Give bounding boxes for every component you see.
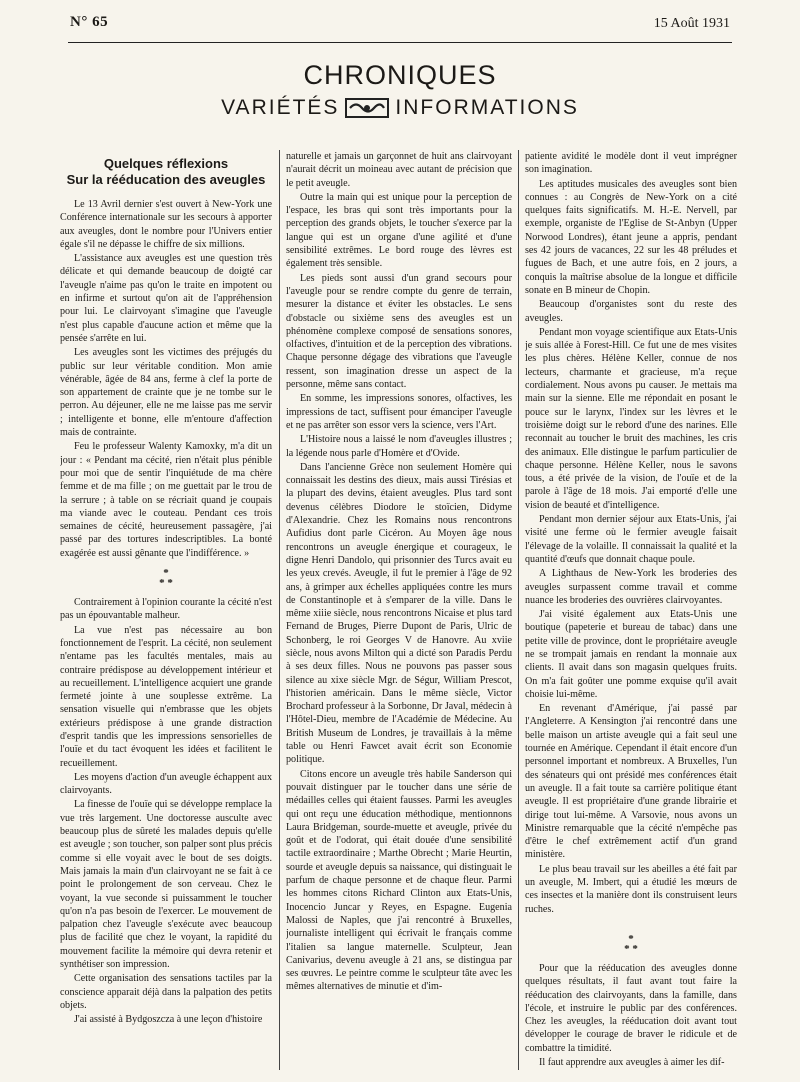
column-2	[286, 150, 512, 1070]
paragraph: Les aptitudes musicales des aveugles sont bien connues : au Congrès de New-York on a cité quelques faits significatifs. M. H.-E. Nervell, par exemple, organiste de l'Eglise de St-Anbyn (Upper Norwood Londres), étant jeune a appris, pendant ses 42 jours de vacances, 22 sur les 48 préludes et fugues de Bach, et une autre fois, en 2 jours, a conquis la maîtrise absolue de la longue et difficile sonate en B mineur de Chopin.	[525, 178, 737, 296]
paragraph: En somme, les impressions sonores, olfactives, les impressions de tact, suffisent pour émanciper l'aveugle et ne pas arrêter son essor vers la science, vers l'Art.	[286, 393, 512, 431]
issue-number: N° 65	[70, 14, 109, 30]
paragraph: Pour que la rééducation des aveugles donne quelques résultats, il faut avant tout faire la rééducation des clairvoyants, dans la famille, dans l'école, et instruire le public par des conférences. Chez les aveugles, la rééducation doit avant tout développer le courage de braver le ridicule et de combattre la timidité.	[525, 962, 737, 1054]
paragraph: naturelle et jamais un garçonnet de huit ans clairvoyant n'aurait décrit un moineau avec autant de précision que le petit aveugle.	[286, 151, 512, 189]
header-rule	[68, 42, 732, 43]
paragraph: Citons encore un aveugle très habile Sanderson qui pouvait distinguer par le toucher dans une série de médailles celles qui étaient fausses. Parmi les aveugles qui ont reçu une éducation méthodique, mentionnons Laura Bridgeman, sourde-muette et aveugle, privée du goût et de l'odorat, qui était douée d'une sensibilité tactile extraordinaire ; Marthe Obrecht ; Marie Heurtin, sourde et aveugle depuis sa naissance, qui distinguait le parfum de chaque personne et de chaque fleur. Parmi les hommes citons Richard Clinton aux Etats-Unis, Inocencio Juncar y Reyes, en Espagne. Eugenia Malossi de Naples, que j'ai rencontré à Bruxelles, journaliste intelligent qui écrivait le français comme l'italien sa langue maternelle. Sculpteur, Jean Canivarius, devenu aveugle à 21 ans, se distingua par ses œuvres. Le peintre comme le sculpteur tâte avec les mêmes alternatives de minutie et d'im-	[286, 768, 512, 993]
section-title: CHRONIQUES	[303, 60, 497, 90]
column-divider	[279, 150, 280, 1070]
paragraph: Le plus beau travail sur les abeilles a été fait par un aveugle, M. Imbert, qui a étudié les mœurs de ces insectes et la manière dont ils construisent leurs ruches.	[525, 863, 737, 915]
paragraph: Le 13 Avril dernier s'est ouvert à New-York une Conférence internationale sur les secours à apporter aux aveugles, dont le nombre pour l'Univers entier égale s'il ne dépasse le chiffre de six millions.	[60, 199, 272, 250]
paragraph: Les pieds sont aussi d'un grand secours pour l'aveugle pour se rendre compte du genre de terrain, mesurer la distance et éviter les obstacles. Le sens d'obstacle ou sixième sens des aveugles est un phénomène complexe composé de sensations sonores, olfactives, d'intuition et de la perception des vibrations. Chaque personne dégage des vibrations que l'aveugle ressent, son imagination dresse un aspect de la personne, même sans contact.	[286, 272, 512, 391]
paragraph: Outre la main qui est unique pour la perception de l'espace, les bras qui sont très importants pour la perception des grands objets, le toucher s'exerce par la langue qui est un organe d'une agilité et d'une sensibilité extrêmes. Le bord rouge des lèvres est également très sensible.	[286, 191, 512, 270]
paragraph: J'ai visité également aux Etats-Unis une boutique (papeterie et bureau de tabac) dans une petite ville de province, dont le propriétaire aveugle ne se trompait jamais en rendant la monnaie aux clients. Il avait dans son magasin quelques fruits. On m'a fait goûter une pomme exquise qu'il avait choisie lui-même.	[525, 609, 737, 700]
paragraph: Contrairement à l'opinion courante la cécité n'est pas un épouvantable malheur.	[60, 597, 272, 622]
paragraph: Feu le professeur Walenty Kamoxky, m'a dit un jour : « Pendant ma cécité, rien n'était plus pénible pour moi que de sentir l'inquiétude de ma chère femme et de ma fille ; on me guettait par le trou de la serrure ; à table on se récriait quand je coupais ma viande avec le couteau. Pendant ces trois semaines de cécité, heureusement passagère, j'ai passé par des tortures indescriptibles. La bonté exagérée est aussi gênante que l'indifférence. »	[60, 441, 272, 559]
article-title-line: Quelques réflexions	[103, 156, 229, 171]
paragraph: patiente avidité le modèle dont il veut imprégner son imagination.	[525, 151, 737, 176]
paragraph: La finesse de l'ouïe qui se développe remplace la vue très largement. Une doctoresse ausculte avec beaucoup plus de sûreté les malades depuis qu'elle est aveugle ; son toucher, son palper sont plus précis comme si elle voyait avec le bout de ses doigts. Mais jamais la main d'un clairvoyant ne se fait à ce point le prolongement de son cerveau. Chez le voyant, la vue seconde si puissamment le toucher qu'on n'a pas besoin de l'exercer. Le mouvement de palpation chez l'aveugle s'exécute avec beaucoup plus de facilité que chez le voyant, la rapidité du mouvement facilite la mémoire qui devra retenir et synthétiser son impression.	[60, 799, 272, 971]
section-subtitle	[0, 96, 800, 120]
paragraph: La vue n'est pas nécessaire au bon fonctionnement de l'esprit. La cécité, non seulement n'entame pas les facultés mentales, mais au contraire prédispose au développement intérieur et au recueillement. L'intelligence acquiert une grande fermeté jointe à une souplesse extrême. La sensation visuelle qui n'embrasse que les objets extérieurs prédispose à une grande distraction d'esprit tandis que les impressions sensorielles de l'ouïe et du tact évoquent les idées et facilitent le recueillement.	[60, 624, 272, 769]
paragraph: Beaucoup d'organistes sont du reste des aveugles.	[525, 299, 737, 324]
column-divider	[518, 150, 519, 1070]
subtitle-varietes: VARIÉTÉS	[221, 96, 340, 119]
paragraph: A Lighthaus de New-York les broderies des aveugles surpassent comme travail et comme nuance les broderies des ouvrières clairvoyantes.	[525, 568, 737, 606]
article-title-line: Sur la rééducation des aveugles	[66, 172, 266, 187]
paragraph: En revenant d'Amérique, j'ai passé par l'Angleterre. A Kensington j'ai rencontré dans une belle maison un artiste aveugle qui a fait seul une tournée en Amérique. Cependant il était encore d'un personnel important et nombreux. A Bruxelles, l'un des sénateurs qui ont présidé mes conférences était un aveugle. Il a fait toute sa carrière politique étant aveugle. Il est propriétaire d'une grande librairie et dirige tout lui-même. A Varsovie, nous avons un Ministre remarquable que la cécité n'empêche pas d'être le chef extrêmement actif d'un grand ministère.	[525, 703, 737, 861]
paragraph: Pendant mon voyage scientifique aux Etats-Unis je suis allée à Forest-Hill. Ce fut une de mes visites les plus chères. Hélène Keller, connue de nos lecteurs, charmante et gracieuse, m'a reçue cordialement. Nous avons pu causer. Je mettais ma main sur la sienne. Elle me répondait en posant le pouce sur le larynx, l'index sur les lèvres et le troisième doigt sur le rebord d'une des narines. Elle reconnait au toucher le bruit des machines, les cris des animaux. Elle distingue le parfum particulier de chaque personne. Hélène Keller, nous le savons tous, a été privée de la vision, de l'ouïe et de la parole à l'âge de 18 mois. J'ai emporté d'elle une vision de beauté et d'intelligence.	[525, 326, 737, 511]
paragraph: L'assistance aux aveugles est une question très délicate et qui demande beaucoup de doigté car l'aveugle n'aime pas qu'on le traite en impotent ou en infirme et surtout qu'on ait de l'appréhension pour lui. Le clairvoyant s'imagine que l'aveugle n'est plus capable d'aucune action et même que la pensée s'arrête en lui.	[60, 253, 272, 344]
paragraph: L'Histoire nous a laissé le nom d'aveugles illustres ; la légende nous parle d'Homère et d'Ovide.	[286, 434, 512, 459]
paragraph: J'ai assisté à Bydgoszcza à une leçon d'histoire	[74, 1014, 263, 1026]
ornament-icon	[345, 97, 389, 119]
subtitle-informations: INFORMATIONS	[395, 96, 579, 119]
column-1	[60, 156, 272, 1070]
article-title	[60, 156, 272, 188]
issue-date: 15 Août 1931	[653, 16, 730, 31]
paragraph: Cette organisation des sensations tactiles par la conscience apparait déjà dans la palpation des petits objets.	[60, 973, 272, 1011]
paragraph: Les moyens d'action d'un aveugle échappent aux clairvoyants.	[60, 771, 272, 797]
paragraph: Les aveugles sont les victimes des préjugés du public sur leur véritable condition. Mon amie vénérable, âgée de 84 ans, ferme à clef la porte de son appartement de crainte que je ne tombe sur le perron. Au déjeuner, elle ne me laisse pas me servir ; intelligente et bonne, elle m'entoure d'affection mais de contrainte.	[60, 347, 272, 439]
paragraph: Il faut apprendre aux aveugles à aimer les dif-	[539, 1057, 725, 1068]
section-separator: * * *	[159, 567, 173, 590]
paragraph: Dans l'ancienne Grèce non seulement Homère qui connaissait les destins des dieux, mais aussi Tirésias et la plupart des devins, étaient aveugles. Plus tard sont devenus célèbres Diodore le stoïcien, Didyme d'Alexandrie. Chez les Romains nous rencontrons Aufidius dont parle Cicéron. Au Moyen âge nous rencontrons un aveugle énergique et courageux, le digne Henri Dandolo, qui prisonnier des Turcs avait eu les yeux crevés. Aveugle, il fut le premier à l'âge de 92 ans, à grimper aux échelles appliquées contre les murs de Constantinople et à s'emparer de la ville. Dans le même xiiie siècle, nous rencontrons Nicaise et plus tard Fernand de Bruges, Pierre Dupont de Paris, Ulric de Schonberg, le roi Georges V de Hanovre. Au xviie siècle, nous avons Milton qui a dicté son Paradis Perdu à ses deux filles. Nous ne pouvons pas passer sous silence au xixe siècle Mgr. de Ségur, William Prescot, l'historien américain. Dans le même siècle, Victor Brochard professeur à la Sorbonne, Dr Javal, médecin à l'Hôtel-Dieu, membre de l'Académie de Médecine. Au British Museum de Londres, je travaillais à la même table ou Henri Fawcet avait écrit son Economie politique.	[286, 461, 512, 766]
column-3	[525, 150, 737, 1070]
section-separator: * * *	[624, 932, 638, 955]
paragraph: Pendant mon dernier séjour aux Etats-Unis, j'ai visité une ferme où le fermier aveugle faisait l'élevage de la volaille. Il connaissait la qualité et la quantité d'œufs que donnait chaque poule.	[525, 514, 737, 565]
